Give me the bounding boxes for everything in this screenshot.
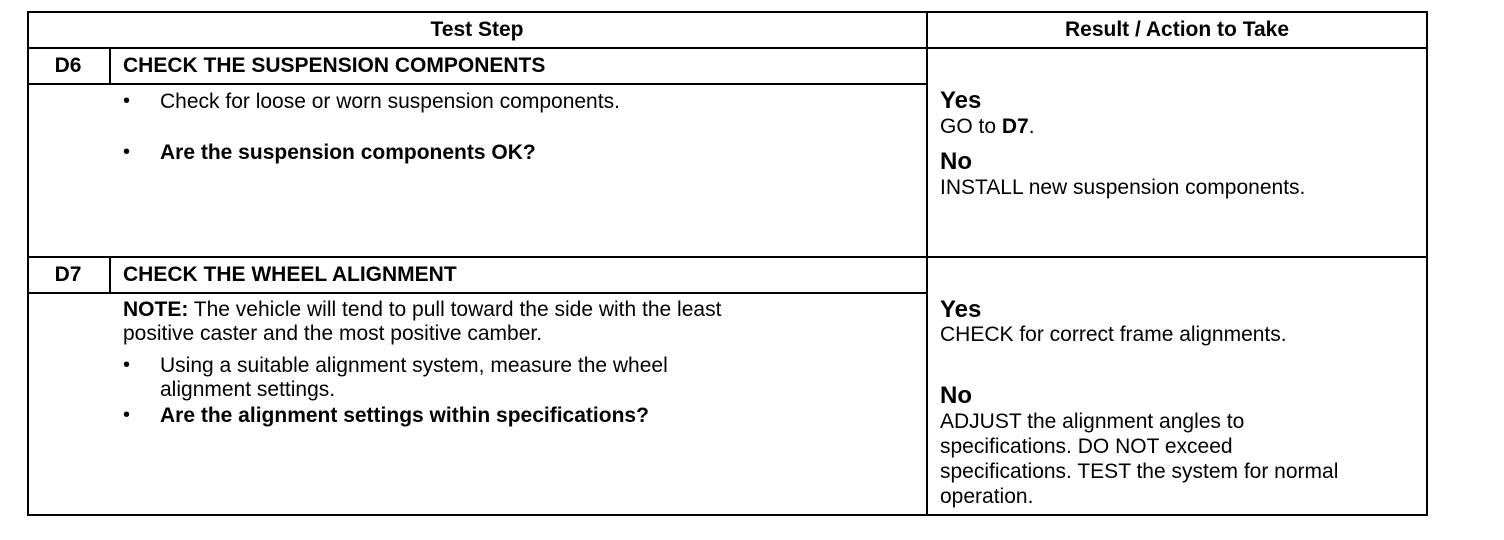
d7-note-text: The vehicle will tend to pull toward the side with the least [188,298,722,321]
d7-bullet-2-question: Are the alignment settings within specifications? [160,404,649,427]
d7-no-action-line-3: specifications. TEST the system for normal [940,460,1339,483]
d6-yes-action-ref: D7 [1001,115,1029,138]
d6-d7-divider [27,256,1428,258]
d6-yes-action-pre: GO to [940,115,1002,138]
d6-bullet-2-question: Are the suspension components OK? [160,141,536,164]
d7-note-line-2: positive caster and the most positive camber. [123,322,543,345]
d7-title-divider [27,292,927,294]
d7-yes-action: CHECK for correct frame alignments. [940,323,1287,346]
bullet-glyph: • [123,404,131,426]
d7-bullet-1-line-2: alignment settings. [160,378,336,401]
d7-no-action-line-4: operation. [940,485,1034,508]
d7-bullet-1-line-1: Using a suitable alignment system, measure the wheel [160,354,668,377]
d6-title-divider [27,83,927,85]
d7-note-line-1 [123,298,721,322]
d6-yes-action [940,115,1035,139]
bullet-glyph: • [123,141,131,163]
step-id-d7: D7 [54,263,82,286]
d7-no-action-line-1: ADJUST the alignment angles to [940,410,1245,433]
step-title-d7: CHECK THE WHEEL ALIGNMENT [123,263,457,286]
step-id-d6: D6 [54,54,82,77]
d6-yes-label: Yes [940,87,982,114]
test-step-header: Test Step [430,18,524,41]
d7-yes-label: Yes [940,296,982,323]
bullet-glyph: • [123,354,131,376]
column-divider-step-id-d6 [109,48,111,85]
d7-no-label: No [940,382,972,409]
d6-no-action: INSTALL new suspension components. [940,176,1306,199]
result-action-header: Result / Action to Take [1064,18,1290,41]
d7-no-action-line-2: specifications. DO NOT exceed [940,435,1233,458]
d7-note-label: NOTE: [123,298,189,321]
header-divider [27,47,1428,49]
column-divider-main [926,11,928,516]
d6-bullet-1: Check for loose or worn suspension components. [160,90,620,113]
step-title-d6: CHECK THE SUSPENSION COMPONENTS [123,54,546,77]
d6-yes-action-post: . [1028,115,1035,138]
d6-no-label: No [940,148,972,175]
bullet-glyph: • [123,90,131,112]
column-divider-step-id-d7 [109,257,111,294]
